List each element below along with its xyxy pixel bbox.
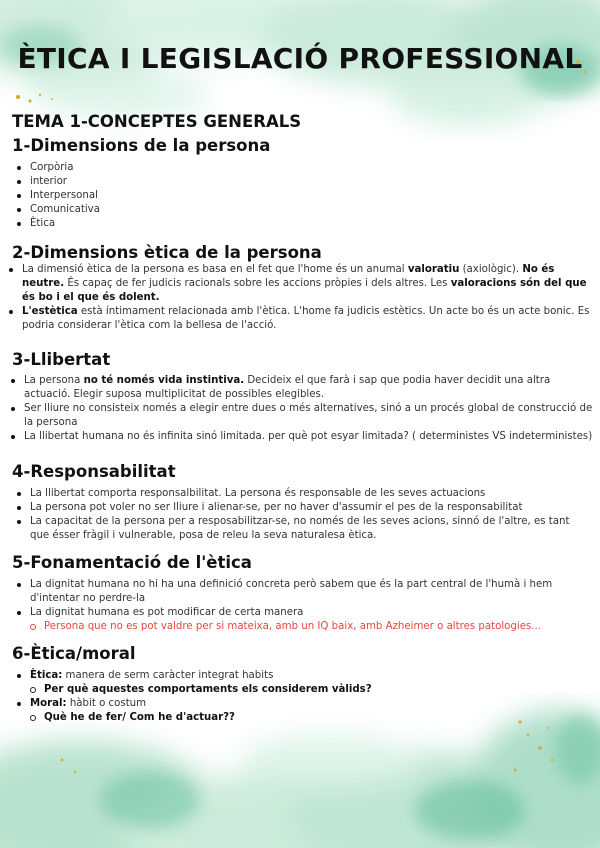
- section-6-list: [14, 669, 574, 725]
- sub-list-item: Què he de fer/ Com he d'actuar??: [14, 711, 574, 725]
- section-3-list: [8, 374, 594, 444]
- list-item: La dignitat humana no hi ha una definició concreta però sabem que és la part central de l'humà i hem d'intentar no perdre-la: [14, 578, 574, 606]
- list-item: Corpòria: [14, 161, 574, 175]
- section-1-heading: 1-Dimensions de la persona: [12, 136, 271, 155]
- list-item: La capacitat de la persona per a resposabilitzar-se, no només de les seves acions, sinnó de l'altre, es tant que ésser fràgil i vulnerable, posa de releu la seva naturalesa ètica.: [14, 515, 584, 543]
- section-2-list: [6, 263, 594, 333]
- page-title: ÈTICA I LEGISLACIÓ PROFESSIONAL: [17, 42, 583, 75]
- section-5-heading: 5-Fonamentació de l'ètica: [12, 553, 252, 572]
- list-item: La dimensió ètica de la persona es basa en el fet que l'home és un anumal valoratiu (axiològic). No és neutre. És capaç de fer judicis racionals sobre les accions pròpies i dels altres. Les valoracions són del que és bo i el que és dolent.: [6, 263, 594, 305]
- list-item: Ètica: manera de serm caràcter integrat habits Per què aquestes comportaments els considerem vàlids?: [14, 669, 574, 697]
- list-item: interior: [14, 175, 574, 189]
- section-2-heading: 2-Dimensions ètica de la persona: [12, 243, 322, 262]
- list-item: La llibertat comporta responsalbilitat. La persona és responsable de les seves actuacions: [14, 487, 584, 501]
- sub-list-item: Per què aquestes comportaments els considerem vàlids?: [14, 683, 574, 697]
- list-item: La persona no té només vida instintiva. Decideix el que farà i sap que podia haver decidit una altra actuació. Elegir suposa multiplicitat de possibles elegibles.: [8, 374, 594, 402]
- list-item: L'estètica està íntimament relacionada amb l'ètica. L'home fa judicis estètics. Un acte bo és un acte bonic. Es podria considerar l'ètica com la bellesa de l'acció.: [6, 305, 594, 333]
- section-4-heading: 4-Responsabilitat: [12, 462, 176, 481]
- list-item: Moral: hàbit o costum Què he de fer/ Com he d'actuar??: [14, 697, 574, 725]
- list-item: Interpersonal: [14, 189, 574, 203]
- list-item: Comunicativa: [14, 203, 574, 217]
- list-item: Ser lliure no consisteix només a elegir entre dues o més alternatives, sinó a un procés global de construcció de la persona: [8, 402, 594, 430]
- list-item: La llibertat humana no és infinita sinó limitada. per què pot esyar limitada? ( deterministes VS indeterministes): [8, 430, 594, 444]
- list-item: La persona pot voler no ser lliure i alienar-se, per no haver d'assumir el pes de la responsabilitat: [14, 501, 584, 515]
- section-1-list: [14, 161, 574, 231]
- sub-list-item: Persona que no es pot valdre per si mateixa, amb un IQ baix, amb Azheimer o altres patologies...: [14, 620, 574, 634]
- section-3-heading: 3-Llibertat: [12, 350, 111, 369]
- list-item: Ètica: [14, 217, 574, 231]
- section-4-list: [14, 487, 584, 543]
- section-6-heading: 6-Ètica/moral: [12, 644, 136, 663]
- list-item: La dignitat humana es pot modificar de certa manera Persona que no es pot valdre per si mateixa, amb un IQ baix, amb Azheimer o altres patologies...: [14, 606, 574, 634]
- topic-heading: TEMA 1-CONCEPTES GENERALS: [12, 112, 302, 131]
- section-5-list: [14, 578, 574, 634]
